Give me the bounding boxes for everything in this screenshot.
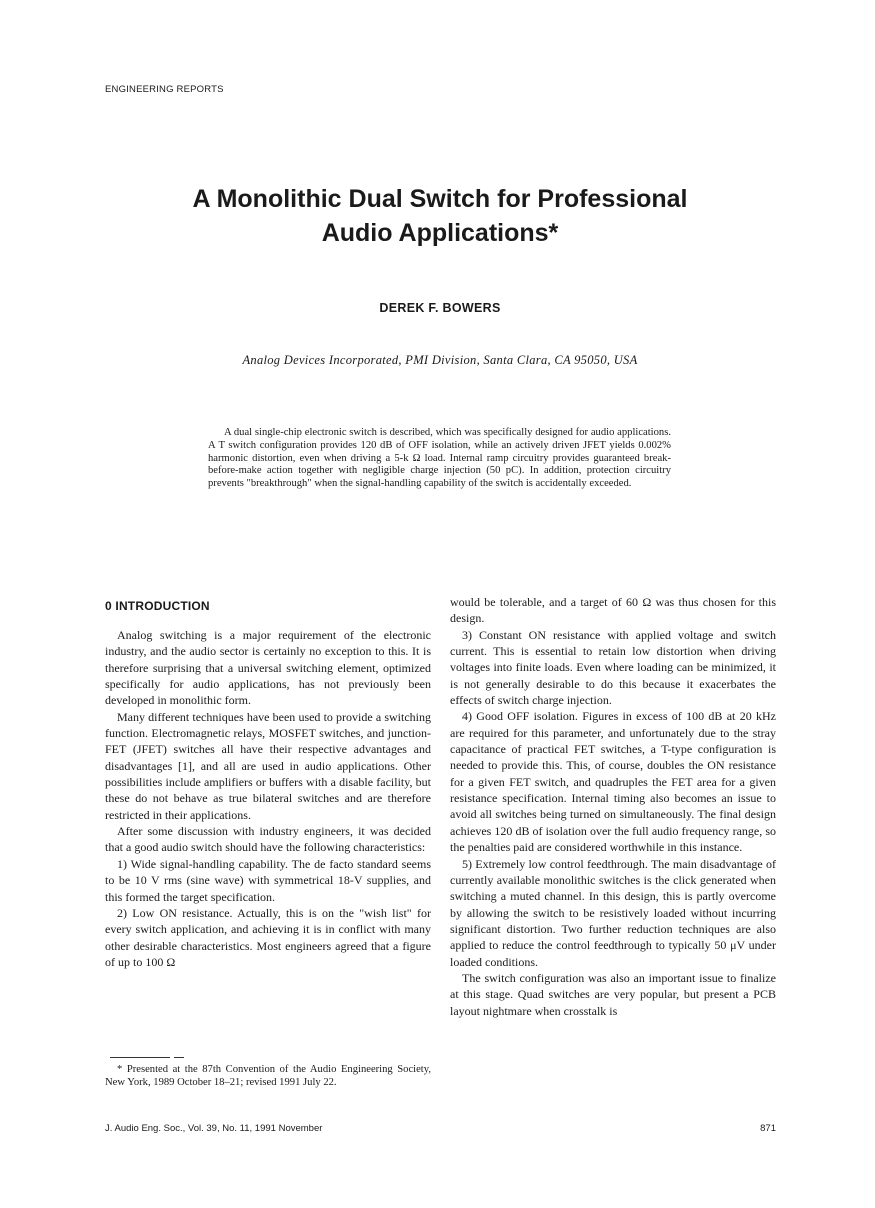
journal-citation: J. Audio Eng. Soc., Vol. 39, No. 11, 1991 November bbox=[105, 1123, 323, 1134]
footnote: * Presented at the 87th Convention of the Audio Engineering Society, New York, 1989 October 18–21; revised 1991 July 22. bbox=[105, 1064, 431, 1088]
right-paragraph-5: The switch configuration was also an important issue to finalize at this stage. Quad switches are very popular, but present a PCB layout nightmare when crosstalk is bbox=[450, 970, 776, 1018]
paper-title bbox=[100, 182, 780, 250]
title-line-2: Audio Applications* bbox=[321, 219, 559, 247]
abstract: A dual single-chip electronic switch is described, which was specifically designed for audio applications. A T switch configuration provides 120 dB of OFF isolation, while an actively driven JFET yields 0.002% harmonic distortion, even when driving a 5-k Ω load. Internal ramp circuitry provides guaranteed break-before-make action together with negligible charge injection (50 pC). In addition, protection circuitry prevents "breakthrough" when the signal-handling capability of the switch is accidentally exceeded. bbox=[208, 427, 671, 490]
section-heading-introduction: 0 INTRODUCTION bbox=[105, 599, 210, 613]
author-affiliation: Analog Devices Incorporated, PMI Division, Santa Clara, CA 95050, USA bbox=[242, 353, 638, 367]
left-column bbox=[105, 627, 431, 970]
right-paragraph-3: 4) Good OFF isolation. Figures in excess of 100 dB at 20 kHz are required for this parameter, and unfortunately due to the stray capacitance of practical FET switches, a T-type configuration is needed to provide this. This, of course, doubles the ON resistance for a given FET switch, and quadruples the FET area for a given resistance specification. Internal timing also becomes an issue to avoid all switches being turned on simultaneously. The final design achieves 120 dB of isolation over the full audio frequency range, so the penalties paid are considered worthwhile in this instance. bbox=[450, 709, 776, 855]
left-paragraph-4: 1) Wide signal-handling capability. The de facto standard seems to be 10 V rms (sine wave) with symmetrical 18-V supplies, and this formed the target specification. bbox=[105, 856, 431, 904]
left-paragraph-3: After some discussion with industry engineers, it was decided that a good audio switch should have the following characteristics: bbox=[105, 824, 431, 855]
right-column bbox=[450, 594, 776, 1019]
right-paragraph-2: 3) Constant ON resistance with applied voltage and switch current. This is essential to retain low distortion when driving voltages into finite loads. Even where loading can be minimized, it is not generally desirable to do this because it exacerbates the effects of switch charge injection. bbox=[450, 627, 776, 708]
left-paragraph-2: Many different techniques have been used to provide a switching function. Electromagnetic relays, MOSFET switches, and junction-FET (JFET) switches all have their respective advantages and disadvantages [1], and all are used in audio applications. Other possibilities include amplifiers or buffers with a disable facility, but these do not behave as true bilateral switches and are therefore restricted in their applications. bbox=[105, 709, 431, 822]
page-number: 871 bbox=[760, 1123, 776, 1134]
running-header: ENGINEERING REPORTS bbox=[105, 84, 224, 95]
right-paragraph-1: would be tolerable, and a target of 60 Ω was thus chosen for this design. bbox=[450, 595, 776, 626]
right-paragraph-4: 5) Extremely low control feedthrough. The main disadvantage of currently available monolithic switches is the click generated when switching a muted channel. In this design, this is partly overcome by allowing the switch to be resistively loaded without incurring significant distortion. Two further reduction techniques are also applied to reduce the control feedthrough to typically 50 μV under loaded conditions. bbox=[450, 856, 776, 969]
left-paragraph-1: Analog switching is a major requirement of the electronic industry, and the audio sector is certainly no exception to this. It is therefore surprising that a universal switching element, optimized specifically for audio applications, has not previously been developed in monolithic form. bbox=[105, 628, 431, 708]
author-name: DEREK F. BOWERS bbox=[379, 301, 501, 315]
title-line-1: A Monolithic Dual Switch for Professional bbox=[192, 185, 688, 213]
left-paragraph-5: 2) Low ON resistance. Actually, this is on the "wish list" for every switch application, and achieving it is in conflict with many other desirable characteristics. Most engineers agreed that a figure of up to 100 Ω bbox=[105, 905, 431, 969]
footnote-rule bbox=[110, 1057, 170, 1058]
footnote-rule-dash bbox=[174, 1057, 184, 1058]
